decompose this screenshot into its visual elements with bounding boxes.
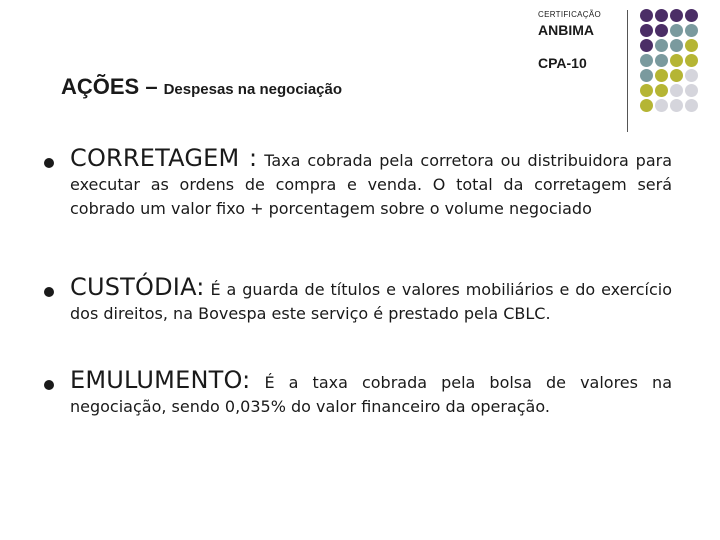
decorative-dot bbox=[685, 24, 698, 37]
header-divider bbox=[627, 10, 628, 132]
list-item-emulumento bbox=[44, 368, 672, 419]
decorative-dot bbox=[685, 84, 698, 97]
decorative-dot bbox=[655, 99, 668, 112]
bullet-icon bbox=[44, 158, 54, 168]
decorative-dot bbox=[670, 9, 683, 22]
slide-title-main: AÇÕES – bbox=[61, 74, 158, 99]
decorative-dot-grid bbox=[640, 9, 699, 113]
decorative-dot bbox=[670, 54, 683, 67]
list-item-term: EMULUMENTO: bbox=[70, 366, 251, 394]
certification-label: CERTIFICAÇÃO bbox=[538, 10, 602, 19]
decorative-dot bbox=[685, 99, 698, 112]
decorative-dot bbox=[655, 9, 668, 22]
bullet-icon bbox=[44, 380, 54, 390]
decorative-dot bbox=[655, 24, 668, 37]
decorative-dot bbox=[655, 54, 668, 67]
slide-title-sub: Despesas na negociação bbox=[163, 81, 343, 98]
list-item-corretagem bbox=[44, 146, 672, 221]
decorative-dot bbox=[640, 69, 653, 82]
decorative-dot bbox=[655, 69, 668, 82]
bullet-icon bbox=[44, 287, 54, 297]
decorative-dot bbox=[670, 69, 683, 82]
decorative-dot bbox=[670, 24, 683, 37]
list-item-body bbox=[70, 146, 672, 221]
certification-code: CPA-10 bbox=[538, 55, 587, 71]
decorative-dot bbox=[640, 84, 653, 97]
decorative-dot bbox=[640, 99, 653, 112]
decorative-dot bbox=[685, 9, 698, 22]
list-item-term: CUSTÓDIA: bbox=[70, 273, 205, 301]
decorative-dot bbox=[685, 54, 698, 67]
decorative-dot bbox=[670, 39, 683, 52]
decorative-dot bbox=[640, 39, 653, 52]
decorative-dot bbox=[685, 69, 698, 82]
decorative-dot bbox=[685, 39, 698, 52]
list-item-text: Taxa cobrada pela corretora ou distribuidora para executar as ordens de compra e venda. O total da corretagem será cobrado um valor fixo + porcentagem sobre o volume negociado bbox=[70, 151, 673, 218]
list-item-custodia bbox=[44, 275, 672, 326]
decorative-dot bbox=[670, 84, 683, 97]
slide-title bbox=[61, 74, 342, 100]
list-item-text: É a taxa cobrada pela bolsa de valores na negociação, sendo 0,035% do valor financeiro da operação. bbox=[70, 373, 672, 416]
decorative-dot bbox=[670, 99, 683, 112]
list-item-body bbox=[70, 275, 672, 326]
list-item-term: CORRETAGEM : bbox=[70, 144, 258, 172]
certification-org: ANBIMA bbox=[538, 22, 594, 38]
decorative-dot bbox=[640, 54, 653, 67]
decorative-dot bbox=[640, 9, 653, 22]
list-item-text: É a guarda de títulos e valores mobiliários e do exercício dos direitos, na Bovespa este serviço é prestado pela CBLC. bbox=[70, 280, 672, 323]
decorative-dot bbox=[655, 39, 668, 52]
decorative-dot bbox=[655, 84, 668, 97]
list-item-body bbox=[70, 368, 672, 419]
decorative-dot bbox=[640, 24, 653, 37]
